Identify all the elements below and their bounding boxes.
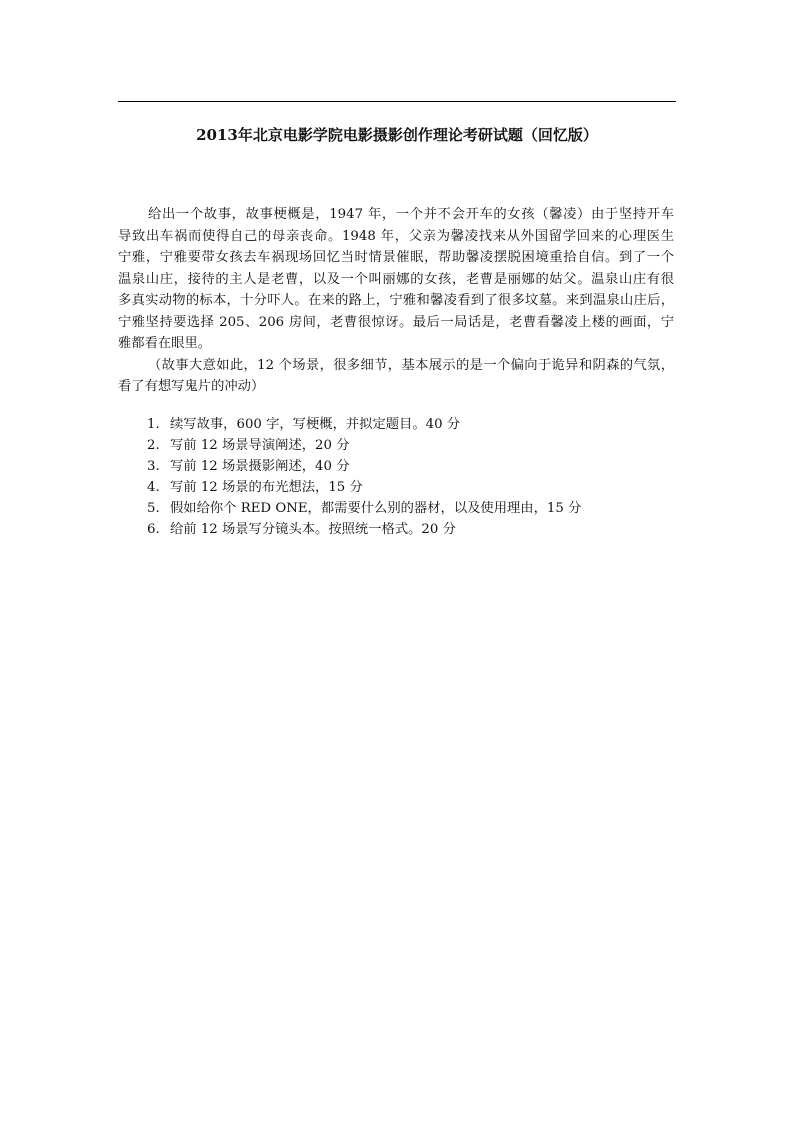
question-text: 写前 12 场景导演阐述，20 分 [170, 438, 350, 453]
question-list [147, 414, 581, 540]
document-title: 2013年北京电影学院电影摄影创作理论考研试题（回忆版） [196, 126, 598, 144]
question-item [147, 435, 581, 456]
header-rule [118, 101, 676, 102]
question-text: 假如给你个 RED ONE，都需要什么别的器材，以及使用理由，15 分 [170, 501, 582, 516]
story-line: 给出一个故事，故事梗概是，1947 年，一个并不会开车的女孩（馨凌）由于坚持开车 [148, 207, 674, 222]
story-line: 宁雅，宁雅要带女孩去车祸现场回忆当时情景催眠，帮助馨凌摆脱困境重拾自信。到了一个 [118, 250, 674, 265]
question-number: 4. [147, 480, 160, 495]
question-item [147, 498, 581, 519]
question-text: 写前 12 场景摄影阐述，40 分 [170, 459, 350, 474]
question-text: 给前 12 场景写分镜头本。按照统一格式。20 分 [170, 522, 456, 537]
question-text: 续写故事，600 字，写梗概，并拟定题目。40 分 [170, 417, 461, 432]
question-item [147, 456, 581, 477]
note-line: 看了有想写鬼片的冲动） [118, 379, 265, 394]
story-line: 温泉山庄，接待的主人是老曹，以及一个叫丽娜的女孩，老曹是丽娜的姑父。温泉山庄有很 [118, 271, 674, 287]
question-number: 3. [147, 459, 160, 474]
question-item [147, 477, 581, 498]
question-number: 5. [147, 501, 160, 516]
question-number: 2. [147, 438, 160, 453]
question-number: 1. [147, 417, 160, 432]
note-line: （故事大意如此，12 个场景，很多细节，基本展示的是一个偏向于诡异和阴森的气氛， [148, 357, 674, 373]
story-line: 多真实动物的标本，十分吓人。在来的路上，宁雅和馨凌看到了很多坟墓。来到温泉山庄后， [118, 293, 674, 308]
story-line: 雅都看在眼里。 [118, 336, 212, 351]
question-text: 写前 12 场景的布光想法，15 分 [170, 480, 363, 495]
question-item [147, 414, 581, 435]
story-line: 宁雅坚持要选择 205、206 房间，老曹很惊讶。最后一局话是，老曹看馨凌上楼的画面，宁 [118, 314, 674, 330]
story-paragraph [118, 204, 674, 398]
story-line: 导致出车祸而使得自己的母亲丧命。1948 年，父亲为馨凌找来从外国留学回来的心理医生 [118, 228, 674, 244]
question-number: 6. [147, 522, 160, 537]
question-item [147, 519, 581, 540]
